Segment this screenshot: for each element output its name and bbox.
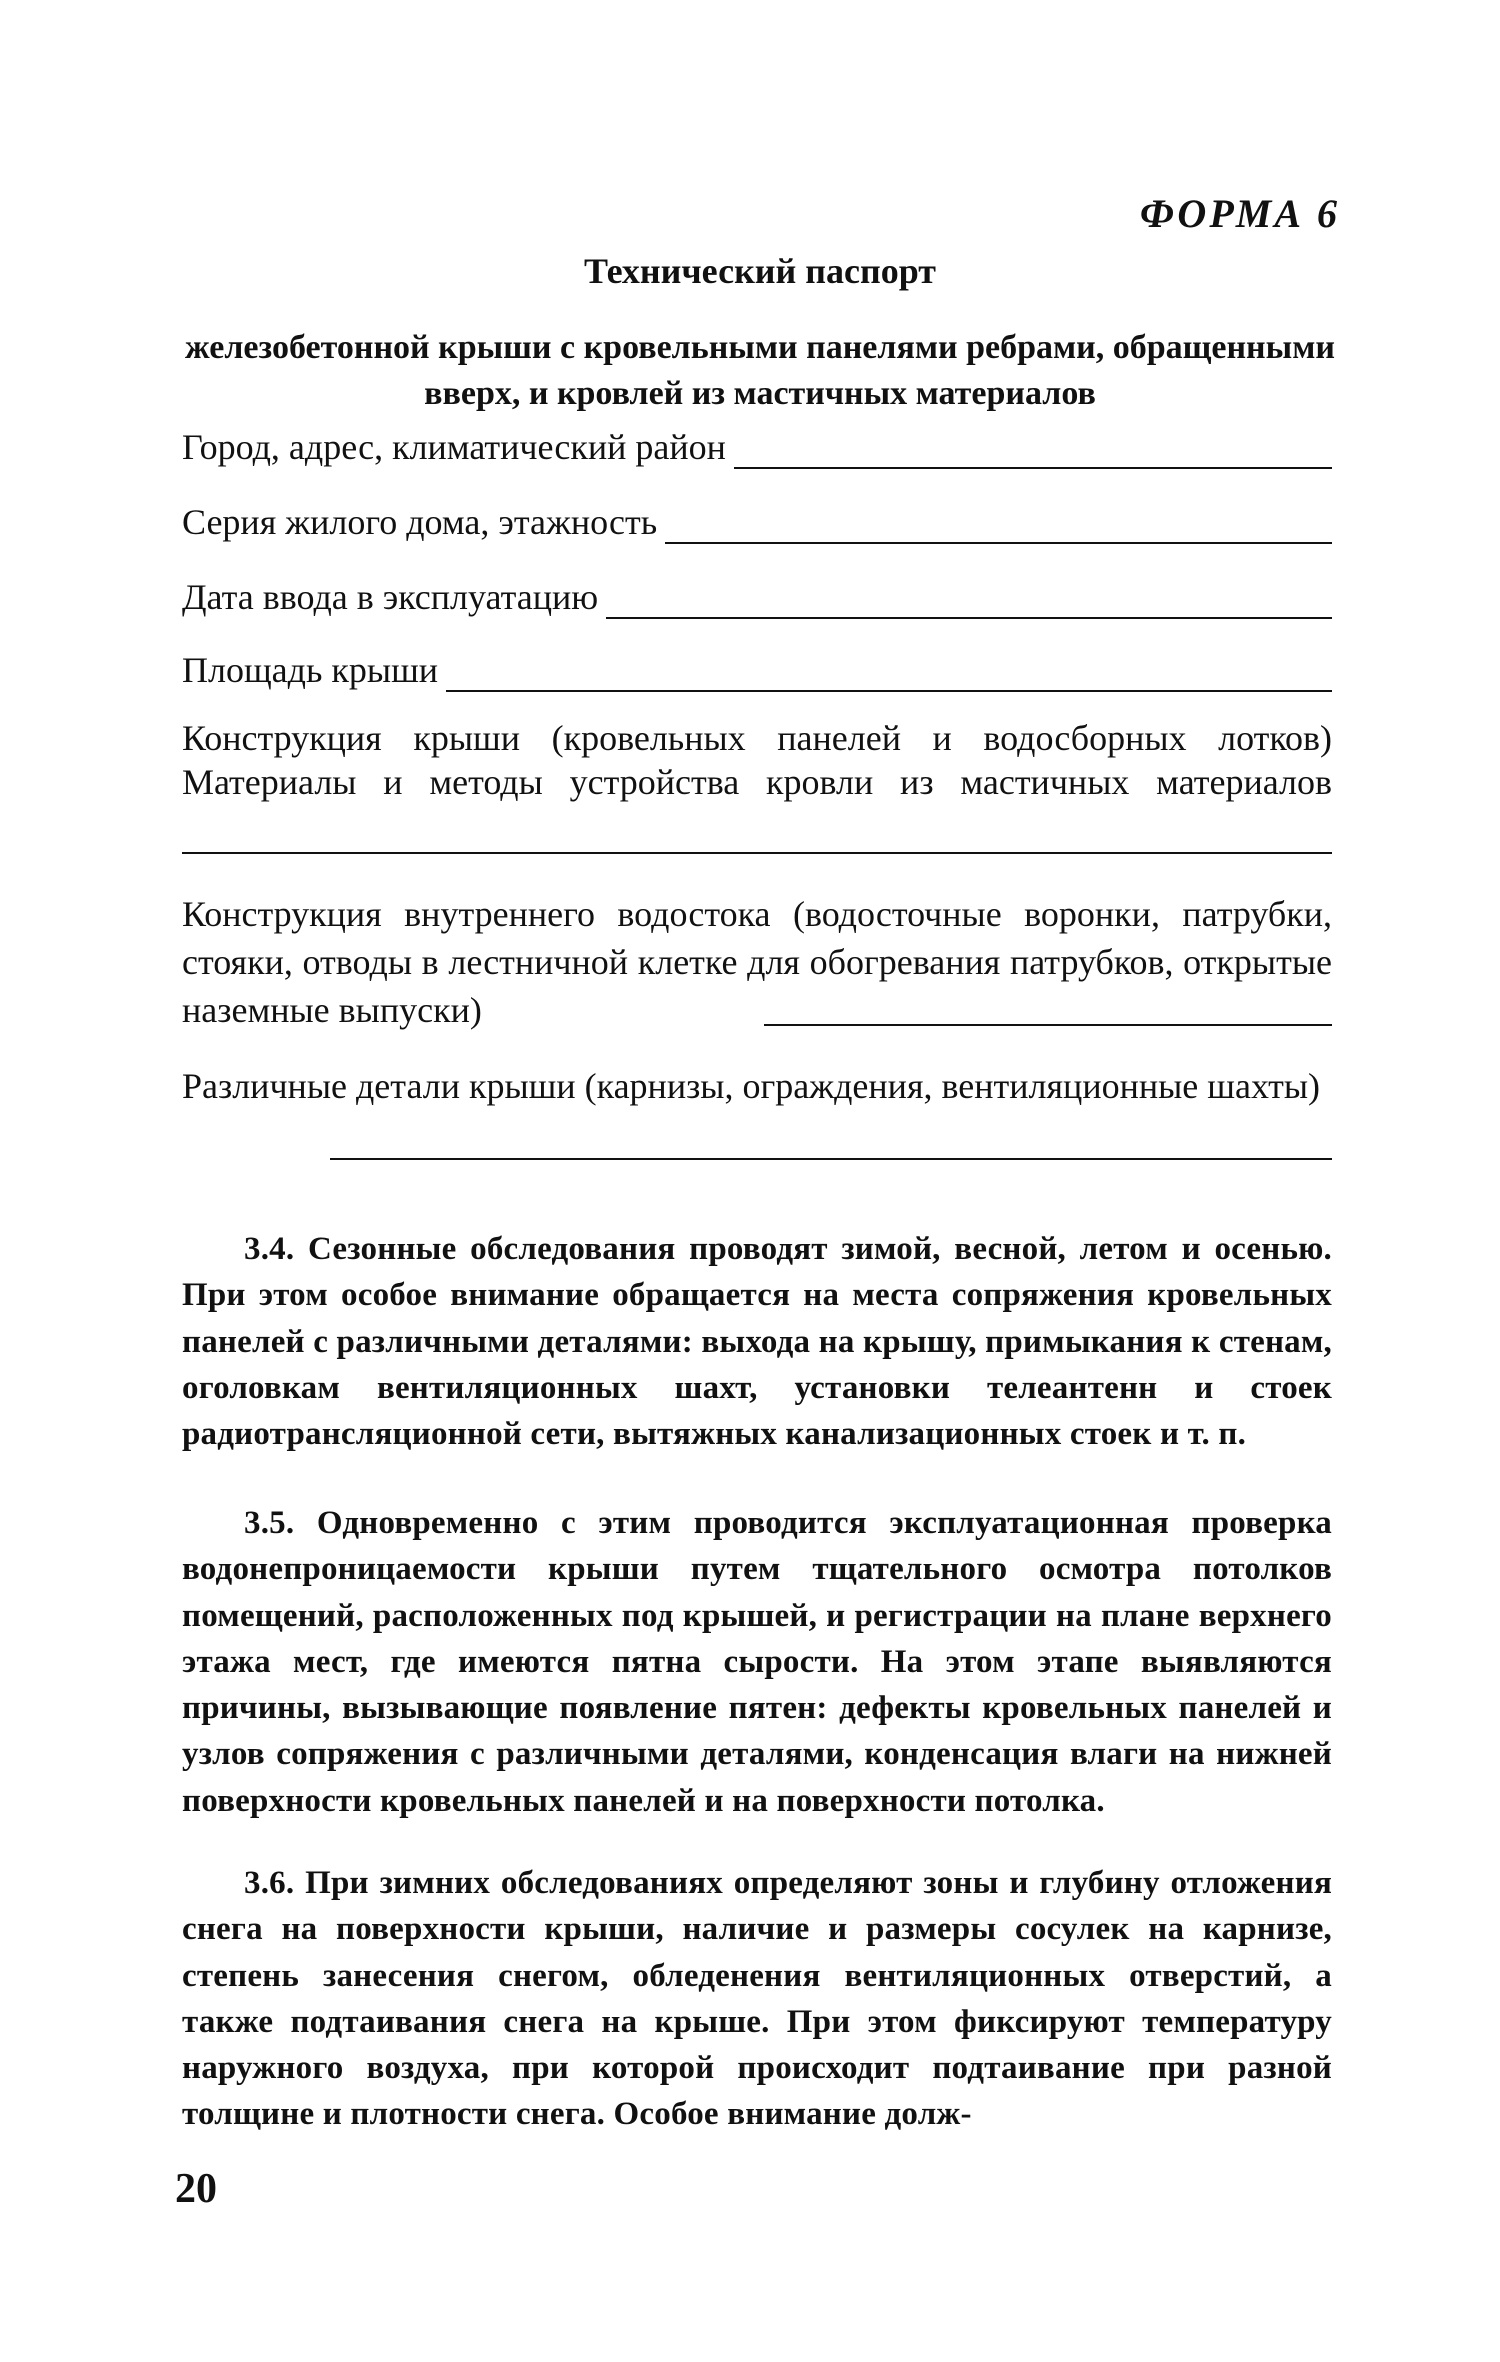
construction-block: [182, 716, 1332, 804]
field-roof-area: [182, 648, 1332, 692]
drainage-text: Конструкция внутреннего водостока (водосточные воронки, патрубки, стояки, отводы в лестничной клетке для обогревания патрубков, открытые наземные выпуски): [182, 894, 1332, 1030]
document-subtitle: железобетонной крыши с кровельными панелями ребрами, обращенными вверх, и кровлей из мастичных материалов: [185, 329, 1335, 412]
field-label: Серия жилого дома, этажность: [182, 502, 658, 542]
field-label: Площадь крыши: [182, 650, 439, 690]
paragraph-text: Одновременно с этим проводится эксплуатационная проверка водонепроницаемости крыши путем тщательного осмотра потолков помещений, расположенных под крышей, и регистрации на плане верхнего этажа мест, где имеются пятна сырости. На этом этапе выявляются причины, вызывающие появление пятен: дефекты кровельных панелей и узлов сопряжения с различными деталями, конденсация влаги на нижней поверхности кровельных панелей и на поверхности потолка.: [182, 1505, 1332, 1819]
document-title: Технический паспорт: [583, 251, 936, 291]
paragraph-3-6: [182, 1860, 1332, 2138]
field-label: Город, адрес, климатический район: [182, 427, 726, 467]
construction-line-1: Конструкция крыши (кровельных панелей и водосборных лотков): [182, 718, 1332, 758]
drainage-block: [182, 890, 1332, 1034]
field-label: Дата ввода в эксплуатацию: [182, 577, 599, 617]
details-block: [182, 1055, 1332, 1117]
fill-line: [446, 656, 1332, 692]
field-commission-date: [182, 575, 1332, 619]
fill-line: [734, 433, 1332, 469]
paragraph-text: Сезонные обследования проводят зимой, весной, летом и осенью. При этом особое внимание обращается на места сопряжения кровельных панелей с различными деталями: выхода на крышу, примыкания к стенам, оголовкам вентиляционных шахт, установки телеантенн и стоек радиотрансляционной сети, вытяжных канализационных стоек и т. п.: [182, 1231, 1332, 1453]
fill-line-construction: [182, 852, 1332, 854]
details-text: Различные детали крыши (карнизы, ограждения, вентиляционные шахты): [182, 1066, 1320, 1106]
fill-line: [665, 508, 1332, 544]
construction-line-2: Материалы и методы устройства кровли из мастичных материалов: [182, 762, 1332, 802]
fill-line-details: [330, 1158, 1332, 1160]
paragraph-3-4: [182, 1226, 1332, 1457]
paragraph-number: 3.5.: [244, 1505, 295, 1541]
field-city-address: [182, 425, 1332, 469]
paragraph-3-5: [182, 1500, 1332, 1824]
fill-line-drainage: [764, 1024, 1332, 1026]
paragraph-number: 3.6.: [244, 1865, 295, 1901]
page-number: 20: [175, 2166, 217, 2212]
form-label: ФОРМА 6: [1139, 191, 1340, 236]
field-series-floors: [182, 500, 1332, 544]
paragraph-text: При зимних обследованиях определяют зоны и глубину отложения снега на поверхности крыши, наличие и размеры сосулек на карнизе, степень занесения снегом, обледенения вентиляционных отверстий, а также подтаивания снега на крыше. При этом фиксируют температуру наружного воздуха, при которой происходит подтаивание при разной толщине и плотности снега. Особое внимание долж-: [182, 1865, 1332, 2133]
paragraph-number: 3.4.: [244, 1231, 295, 1267]
fill-line: [606, 583, 1332, 619]
